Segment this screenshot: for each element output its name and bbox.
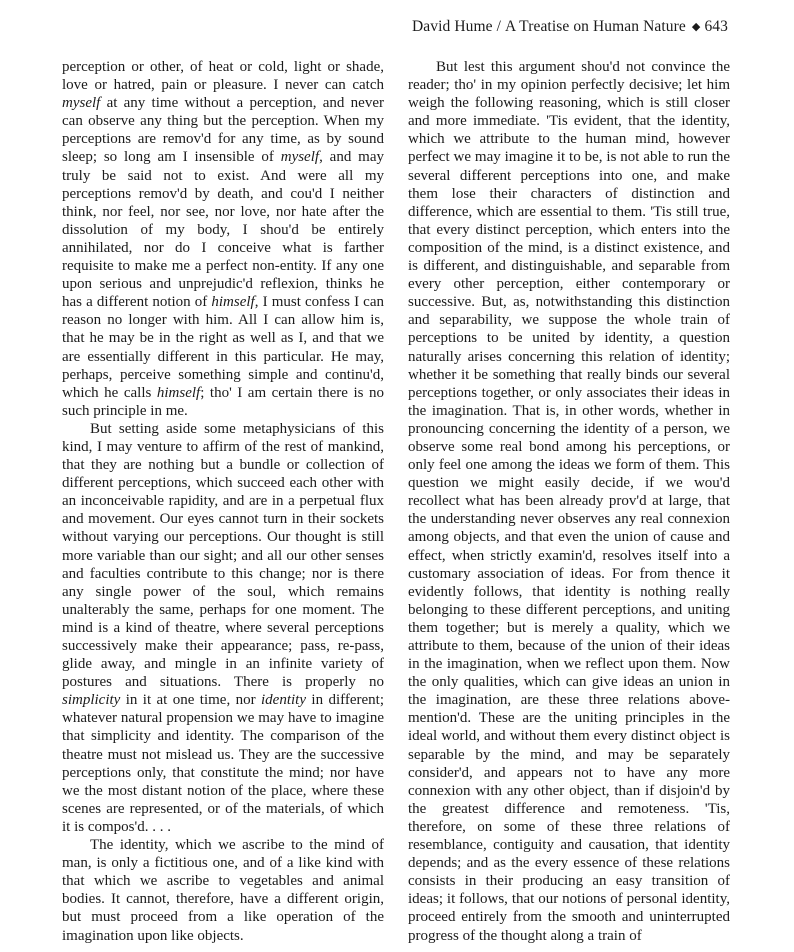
header-title: A Treatise on Human Nature — [505, 18, 686, 35]
left-paragraph-2: But setting aside some metaphysicians of this kind, I may venture to affirm of the rest of mankind, that they are nothing but a bundle or collection of different perceptions, which succeed each other with an inconceivable rapidity, and are in a perpetual flux and movement. Our eyes cannot turn in their sockets without varying our perceptions. Our thought is still more variable than our sight; and all our other senses and faculties contribute to this change; nor is there any single power of the soul, which remains unalterably the same, perhaps for one moment. The mind is a kind of theatre, where several perceptions successively make their appearance; pass, re-pass, glide away, and mingle in an infinite variety of postures and situations. There is properly no simplicity in it at one time, nor identity in different; whatever natural propension we may have to imagine that simplicity and identity. The comparison of the theatre must not mislead us. They are the successive perceptions only, that constitute the mind; nor have we the most distant notion of the place, where these scenes are represented, or of the materials, of which it is compos'd. . . . — [62, 420, 385, 835]
diamond-ornament-icon: ◆ — [691, 21, 701, 33]
header-author: David Hume — [411, 18, 493, 35]
right-paragraph-1: But lest this argument shou'd not convince the reader; tho' in my opinion perfectly decisive; let him weigh the following reasoning, which is still closer and more immediate. 'Tis evident, that the identity, which we attribute to the human mind, however perfect we may imagine it to be, is not able to run the several different perceptions into one, and make them lose their characters of distinction and difference, which are essential to them. 'Tis still true, that every distinct perception, which enters into the composition of the mind, is a distinct existence, and is different, and distinguishable, and separable from every other perception, either contemporary or successive. But, as, notwithstanding this distinction and separability, we suppose the whole train of perceptions to be united by identity, a question naturally arises concerning this relation of identity; whether it be something that really binds our several perceptions together, or only associates their ideas in the imagination. That is, in other words, whether in pronouncing concerning the identity of a person, we observe some real bond among his perceptions, or only feel one among the ideas we form of them. This question we might easily decide, if we wou'd recollect what has been already prov'd at large, that the understanding never observes any real connexion among objects, and that even the union of cause and effect, when strictly examin'd, resolves itself into a customary association of ideas. For from thence it evidently follows, that identity is nothing really belonging to these different perceptions, and uniting them together; but is merely a quality, which we attribute to them, because of the union of their ideas in the imagination, when we reflect upon them. Now the only qualities, which can give ideas an union in the imagination, are these three relations above-mention'd. These are the uniting principles in the ideal world, and without them every distinct object is separable by the mind, and may be separately consider'd, and appears not to have any more connexion with any other object, than if disjoin'd by the greatest difference and remoteness. 'Tis, therefore, on some of these three relations of resemblance, contiguity and causation, that identity depends; and as the every essence of these relations consists in their producing an easy transition of ideas; it follows, that our notions of personal identity, proceed entirely from the smooth and uninterrupted progress of the thought along a train of — [408, 59, 730, 944]
header-separator: / — [496, 18, 502, 35]
left-paragraph-3: The identity, which we ascribe to the mind of man, is only a fictitious one, and of a like kind with that which we ascribe to vegetables and animal bodies. It cannot, therefore, have a different origin, but must proceed from a like operation of the imagination upon like objects. — [62, 837, 384, 944]
running-head — [412, 18, 728, 36]
right-column — [408, 58, 730, 945]
page-number: 643 — [704, 18, 728, 35]
left-column — [62, 58, 384, 945]
left-paragraph-1: perception or other, of heat or cold, light or shade, love or hatred, pain or pleasure. I never can catch myself at any time without a perception, and never can observe any thing but the perception. When my perceptions are remov'd for any time, as by sound sleep; so long am I insensible of myself, and may truly be said not to exist. And were all my perceptions remov'd by death, and cou'd I neither think, nor feel, nor see, nor love, nor hate after the dissolution of my body, I shou'd be entirely annihilated, nor do I conceive what is farther requisite to make me a perfect non-entity. If any one upon serious and unprejudic'd reflexion, thinks he has a different notion of himself, I must confess I can reason no longer with him. All I can allow him is, that he may be in the right as well as I, and that we are essentially different in this particular. He may, perhaps, perceive something simple and continu'd, which he calls himself; tho' I am certain there is no such principle in me. — [62, 59, 384, 419]
